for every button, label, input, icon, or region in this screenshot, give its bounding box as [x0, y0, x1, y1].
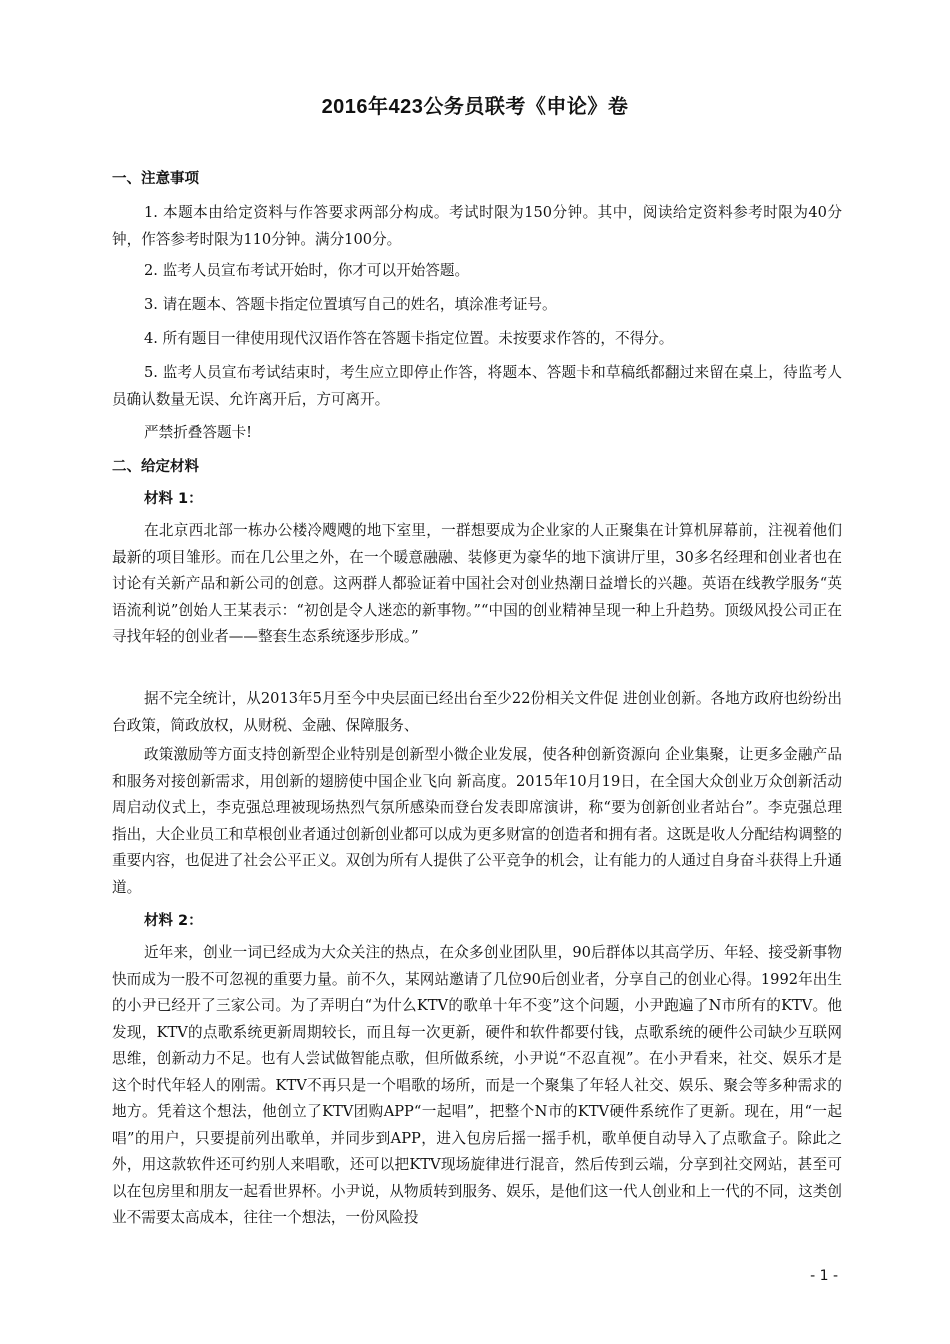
notes-warning: 严禁折叠答题卡! [144, 424, 253, 441]
material-2-paragraph-1: 近年来，创业一词已经成为大众关注的热点，在众多创业团队里，90后群体以其高学历、年轻、接受新事物快而成为一股不可忽视的重要力量。前不久，某网站邀请了几位90后创业者，分享自己的创业心得。1992年出生的小尹已经开了三家公司。为了弄明白“为什么KTV的歌单十年不变”这个问题，小尹跑遍了N市所有的KTV。他发现，KTV的点歌系统更新周期较长，而且每一次更新，硬件和软件都要付钱，点歌系统的硬件公司缺少互联网思维，创新动力不足。也有人尝试做智能点歌，但所做系统，小尹说“不忍直视”。在小尹看来，社交、娱乐才是这个时代年轻人的刚需。KTV不再只是一个唱歌的场所，而是一个聚集了年轻人社交、娱乐、聚会等多种需求的地方。凭着这个想法，他创立了KTV团购APP“一起唱”，把整个N市的KTV硬件系统作了更新。现在，用“一起唱”的用户，只要提前列出歌单，并同步到APP，进入包房后摇一摇手机，歌单便自动导入了点歌盒子。除此之外，用这款软件还可约别人来唱歌，还可以把KTV现场旋律进行混音，然后传到云端，分享到社交网站，甚至可以在包房里和朋友一起看世界杯。小尹说，从物质转到服务、娱乐，是他们这一代人创业和上一代的不同，这类创业不需要太高成本，往往一个想法，一份风险投 [112, 944, 842, 1226]
material-2-label: 材料 2： [144, 913, 203, 929]
notes-item-3: 3. 请在题本、答题卡指定位置填写自己的姓名，填涂准考证号。 [144, 296, 557, 313]
notes-item-1: 1. 本题本由给定资料与作答要求两部分构成。考试时限为150分钟。其中，阅读给定资料参考时限为40分钟，作答参考时限为110分钟。满分100分。 [112, 204, 842, 248]
page-title: 2016年423公务员联考《申论》卷 [321, 96, 629, 118]
material-1-paragraph-3: 政策激励等方面支持创新型企业特别是创新型小微企业发展，使各种创新资源向 企业集聚，让更多金融产品和服务对接创新需求，用创新的翅膀使中国企业飞向 新高度。2015年10月19日，在全国大众创业万众创新活动周启动仪式上，李克强总理被现场热烈气氛所感染而登台发表即席演讲，称“要为创新创业者站台”。李克强总理指出，大企业员工和草根创业者通过创新创业都可以成为更多财富的创造者和拥有者。这既是收人分配结构调整的重要内容，也促进了社会公平正义。双创为所有人提供了公平竞争的机会，让有能力的人通过自身奋斗获得上升通道。 [112, 746, 842, 896]
notes-item-5: 5. 监考人员宣布考试结束时，考生应立即停止作答，将题本、答题卡和草稿纸都翻过来留在桌上，待监考人员确认数量无误、允许离开后，方可离开。 [112, 364, 842, 408]
section-heading-notes: 一、注意事项 [112, 171, 199, 187]
page-number: - 1 - [810, 1268, 838, 1284]
material-1-label: 材料 1： [144, 491, 203, 507]
material-1-paragraph-1: 在北京西北部一栋办公楼冷飕飕的地下室里，一群想要成为企业家的人正聚集在计算机屏幕前，注视着他们最新的项目雏形。而在几公里之外，在一个暖意融融、装修更为豪华的地下演讲厅里，30多名经理和创业者也在讨论有关新产品和新公司的创意。这两群人都验证着中国社会对创业热潮日益增长的兴趣。英语在线教学服务“英语流利说”创始人王某表示：“初创是令人迷恋的新事物。”“中国的创业精神呈现一种上升趋势。顶级风投公司正在寻找年轻的创业者——整套生态系统逐步形成。” [112, 522, 842, 645]
notes-item-4: 4. 所有题目一律使用现代汉语作答在答题卡指定位置。未按要求作答的，不得分。 [144, 330, 674, 347]
notes-item-2: 2. 监考人员宣布考试开始时，你才可以开始答题。 [144, 262, 470, 279]
material-1-paragraph-2: 据不完全统计，从2013年5月至今中央层面已经出台至少22份相关文件促 进创业创新。各地方政府也纷纷出台政策，简政放权，从财税、金融、保障服务、 [112, 690, 842, 734]
section-heading-materials: 二、给定材料 [112, 459, 199, 475]
